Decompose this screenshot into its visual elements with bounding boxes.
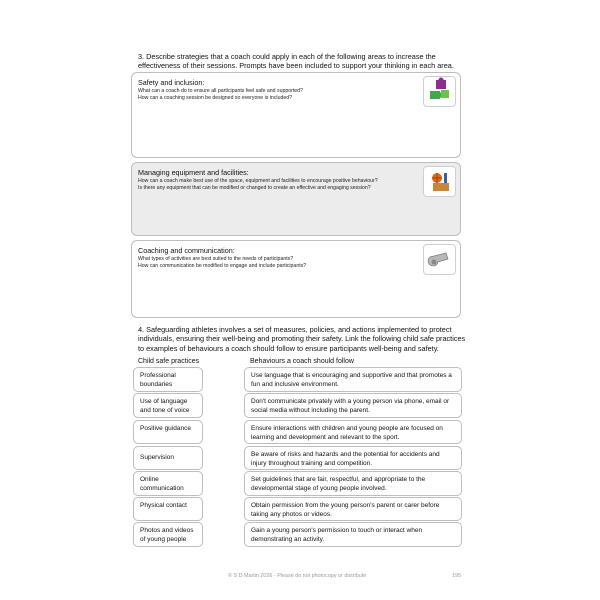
box-prompt: How can a coach make best use of the space, equipment and facilities to encourage positive behaviour? <box>138 178 378 184</box>
practice-cell[interactable]: Positive guidance <box>133 420 203 444</box>
behaviour-cell[interactable]: Gain a young person's permission to touch or interact when demonstrating an activity. <box>244 522 462 547</box>
box-prompt: What can a coach do to ensure all participants feel safe and supported? <box>138 88 303 94</box>
coaching-communication-box[interactable] <box>131 240 461 318</box>
practice-cell[interactable]: Online communication <box>133 471 203 496</box>
behaviour-cell[interactable]: Ensure interactions with children and young people are focused on learning and development and relevant to the sport. <box>244 420 462 444</box>
column-header-behaviours: Behaviours a coach should follow <box>250 358 354 365</box>
safety-inclusion-box[interactable] <box>131 72 461 158</box>
behaviour-cell[interactable]: Be aware of risks and hazards and the potential for accidents and injury throughout training and competition. <box>244 446 462 470</box>
sports-equipment-icon <box>423 166 456 197</box>
practice-cell[interactable]: Physical contact <box>133 497 203 521</box>
box-prompt: Is there any equipment that can be modified or changed to create an effective and engaging session? <box>138 185 371 191</box>
practice-cell[interactable]: Photos and videos of young people <box>133 522 203 547</box>
practice-cell[interactable]: Supervision <box>133 446 203 470</box>
box-title: Coaching and communication: <box>138 246 235 255</box>
behaviour-cell[interactable]: Set guidelines that are fair, respectful, and appropriate to the developmental stage of young people involved. <box>244 471 462 496</box>
column-header-practices: Child safe practices <box>138 358 200 365</box>
equipment-facilities-box[interactable] <box>131 162 461 236</box>
behaviour-cell[interactable]: Don't communicate privately with a young person via phone, email or social media without including the parent. <box>244 393 462 418</box>
behaviour-cell[interactable]: Use language that is encouraging and supportive and that promotes a fun and inclusive environment. <box>244 367 462 392</box>
practice-cell[interactable]: Professional boundaries <box>133 367 203 392</box>
question-3-text: 3. Describe strategies that a coach could apply in each of the following areas to increase the effectiveness of their sessions. Prompts have been included to support your thinking in each area. <box>138 52 454 71</box>
box-prompt: What types of activities are best suited to the needs of participants? <box>138 256 294 262</box>
box-title: Managing equipment and facilities: <box>138 168 249 177</box>
behaviour-cell[interactable]: Obtain permission from the young person's parent or carer before taking any photos or videos. <box>244 497 462 521</box>
box-prompt: How can communication be modified to engage and include participants? <box>138 263 307 269</box>
box-title: Safety and inclusion: <box>138 78 205 87</box>
copyright-footer: © S D Martin 2026 - Please do not photocopy or distribute <box>228 573 367 579</box>
page-number: 195 <box>452 573 461 579</box>
box-prompt: How can a coaching session be designed so everyone is included? <box>138 95 292 101</box>
practice-cell[interactable]: Use of language and tone of voice <box>133 393 203 418</box>
puzzle-pieces-icon <box>423 76 456 107</box>
question-4-text: 4. Safeguarding athletes involves a set of measures, policies, and actions implemented to protect individuals, ensuring their well-being and promoting their safety. Link the following child safe practices to examples of behaviours a coach should follow to ensure participants well-being and safety. <box>138 325 466 353</box>
whistle-icon <box>423 244 456 275</box>
